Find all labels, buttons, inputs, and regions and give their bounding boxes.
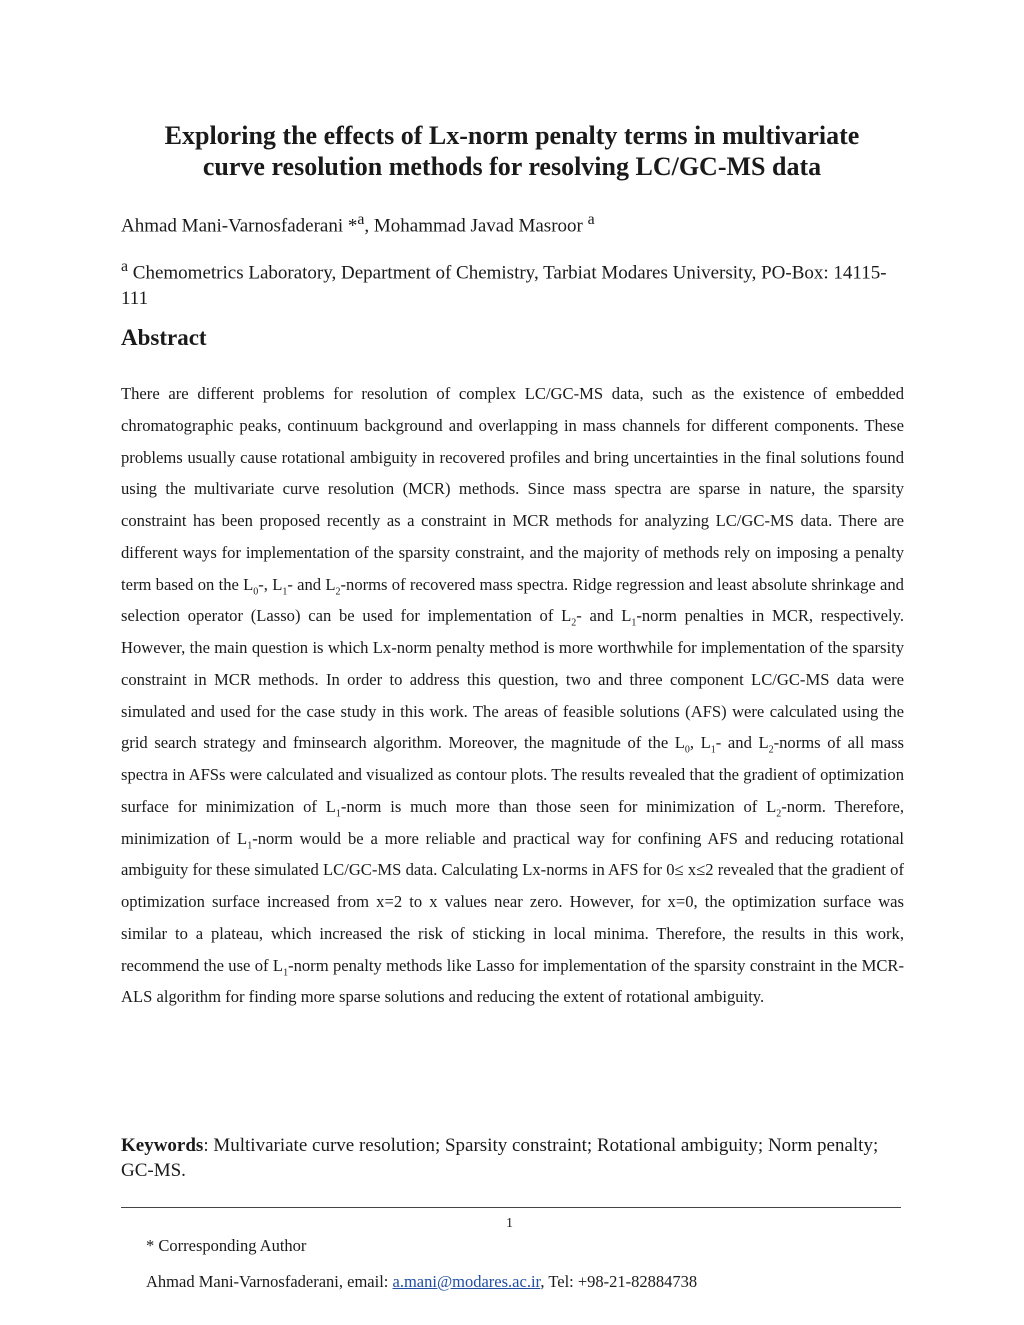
keywords-text: : Multivariate curve resolution; Sparsity constraint; Rotational ambiguity; Norm penalty; GC-MS. — [121, 1135, 879, 1181]
keywords — [121, 1133, 911, 1183]
abstract-text: -norm is much more than those seen for minimization of L — [340, 796, 777, 816]
author-2-affil-mark: a — [587, 211, 595, 228]
abstract-text: There are different problems for resolution of complex LC/GC-MS data, such as the existence of embedded chromatographic peaks, continuum background and overlapping in mass channels for different components. These problems usually cause rotational ambiguity in recovered profiles and bring uncertainties in the final solutions found using the multivariate curve resolution (MCR) methods. Since mass spectra are sparse in nature, the sparsity constraint has been proposed recently as a constraint in MCR methods for analyzing LC/GC-MS data. There are different ways for implementation of the sparsity constraint, and the majority of methods rely on imposing a penalty term based on the L — [121, 384, 904, 594]
abstract-text: , L — [689, 733, 711, 753]
affiliation-mark: a — [121, 258, 129, 275]
abstract-text: - and L — [576, 606, 632, 626]
abstract-body — [121, 378, 904, 1013]
subscript: 2 — [776, 808, 782, 820]
author-2: Mohammad Javad Masroor — [373, 215, 588, 237]
page-number: 1 — [506, 1216, 513, 1231]
abstract-text: - and L — [287, 574, 336, 594]
subscript: 2 — [335, 585, 341, 597]
abstract-text: -norms of recovered mass spectra. Ridge regression and least absolute shrinkage and selection operator (Lasso) can be used for implementation of L — [121, 574, 904, 626]
subscript: 2 — [571, 617, 577, 629]
abstract-text: -, L — [258, 574, 283, 594]
affiliation — [121, 254, 911, 312]
title-line-2: curve resolution methods for resolving LC/GC-MS data — [202, 152, 822, 181]
contact-phone: , Tel: +98-21-82884738 — [540, 1272, 698, 1291]
corresponding-author-note: * Corresponding Author — [146, 1236, 307, 1255]
footnote-divider — [121, 1207, 901, 1208]
author-list — [121, 211, 595, 237]
abstract-text: -norm. Therefore, minimization of L — [121, 796, 904, 848]
affiliation-text: Chemometrics Laboratory, Department of Chemistry, Tarbiat Modares University, PO-Box: 14115-111 — [121, 262, 887, 310]
subscript: 0 — [253, 585, 259, 597]
abstract-text: -norm penalty methods like Lasso for implementation of the sparsity constraint in the MCR-ALS algorithm for finding more sparse solutions and reducing the extent of rotational ambiguity. — [121, 955, 904, 1007]
keywords-label: Keywords — [121, 1135, 204, 1156]
abstract-text: -norm would be a more reliable and practical way for confining AFS and reducing rotational ambiguity for these simulated LC/GC-MS data. Calculating Lx-norms in AFS for 0≤ x≤2 revealed that the gradient of optimization surface increased from x=2 to x values near zero. However, for x=0, the optimization surface was similar to a plateau, which increased the risk of sticking in local minima. Therefore, the results in this work, recommend the use of L — [121, 828, 904, 975]
title-line-1: Exploring the effects of Lx-norm penalty terms in multivariate — [164, 121, 860, 150]
author-separator: , — [364, 215, 374, 237]
contact-prefix: Ahmad Mani-Varnosfaderani, email: — [146, 1272, 393, 1291]
subscript: 1 — [283, 966, 289, 978]
paper-title — [100, 120, 924, 182]
abstract-text: -norm penalties in MCR, respectively. However, the main question is which Lx-norm penalty method is more worthwhile for implementation of the sparsity constraint in MCR methods. In order to address this question, two and three component LC/GC-MS data were simulated and used for the case study in this work. The areas of feasible solutions (AFS) were calculated using the grid search strategy and fminsearch algorithm. Moreover, the magnitude of the L — [121, 606, 905, 753]
abstract-text: -norms of all mass spectra in AFSs were calculated and visualized as contour plots. The results revealed that the gradient of optimization surface for minimization of L — [121, 733, 904, 816]
abstract-heading: Abstract — [121, 325, 207, 350]
subscript: 1 — [335, 808, 341, 820]
subscript: 1 — [282, 585, 288, 597]
contact-line — [146, 1272, 697, 1292]
subscript: 1 — [710, 744, 716, 756]
email-link[interactable]: a.mani@modares.ac.ir — [392, 1272, 541, 1291]
subscript: 1 — [631, 617, 637, 629]
subscript: 0 — [684, 744, 690, 756]
subscript: 1 — [247, 839, 253, 851]
subscript: 2 — [768, 744, 774, 756]
author-1: Ahmad Mani-Varnosfaderani * — [121, 215, 358, 237]
abstract-text: - and L — [715, 733, 769, 753]
author-1-affil-mark: a — [357, 211, 365, 228]
